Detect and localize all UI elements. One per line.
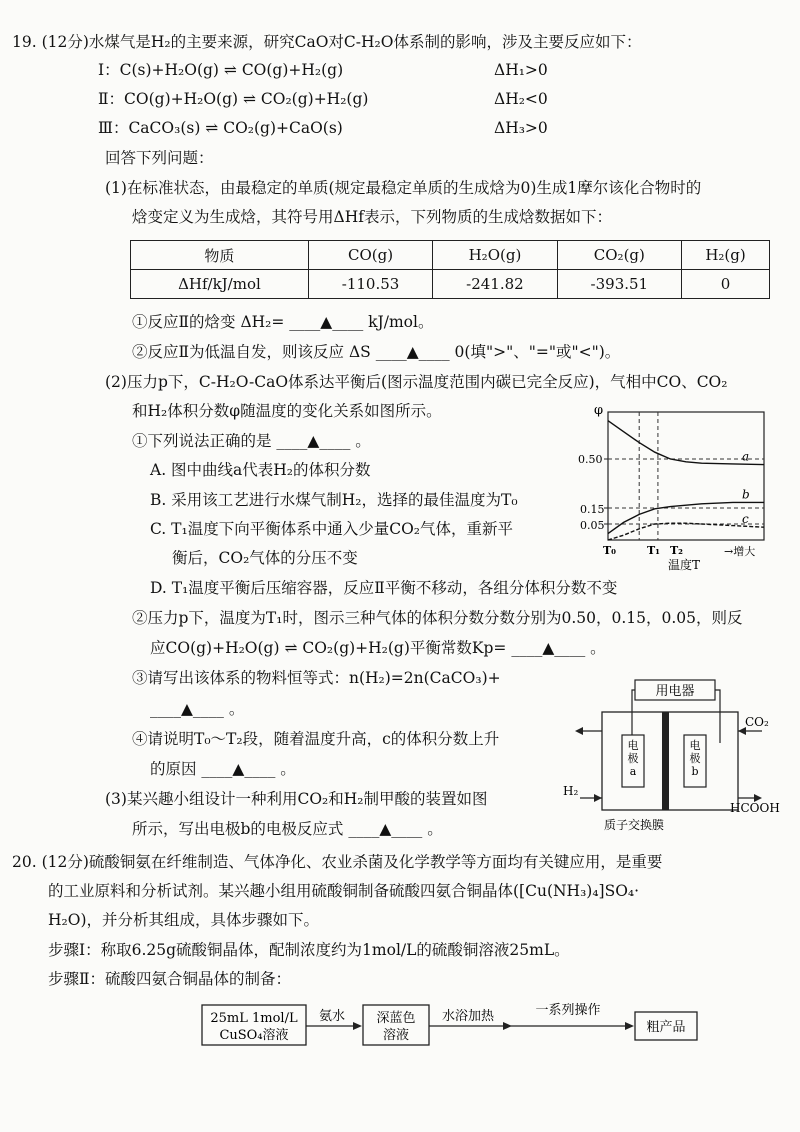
table-cell: -241.82 [433,270,557,299]
chart-ylabel: φ [594,403,604,418]
hcooh-label: HCOOH [730,801,780,815]
part2-question3-line1: ③请写出该体系的物料恒等式：n(H₂)=2n(CaCO₃)+ [132,669,501,687]
part2-question2-line1: ②压力p下，温度为T₁时，图示三种气体的体积分数分数分别为0.50，0.15，0.05，则反 [132,609,743,627]
flow-box3-label: 粗产品 [646,1020,686,1035]
h2-label: H₂ [563,784,579,798]
load-label: 用电器 [655,684,695,699]
chart-x-note: →增大 [724,545,756,558]
series-b-label: b [742,487,750,502]
x-tick-label: T₀ [603,544,617,557]
part1-question2: ②反应Ⅱ为低温自发，则该反应 ΔS ____▲____ 0(填">"、"="或"<")。 [132,343,621,361]
x-tick-label: T₁ [647,544,661,557]
flow-arrow2-label: 水浴加热 [441,1009,495,1024]
flow-box2-line2: 溶液 [382,1028,410,1043]
electrode-b-label: 电极 b [689,739,701,778]
table-cell: 物质 [131,241,309,270]
membrane-label: 质子交换膜 [604,818,665,832]
series-c-label: c [742,512,749,527]
y-tick-label: 0.05 [580,519,605,532]
part1-line2: 焓变定义为生成焓，其符号用ΔHf表示，下列物质的生成焓数据如下： [132,208,612,226]
part2-line2: 和H₂体积分数φ随温度的变化关系如图所示。 [132,402,442,420]
arrow-head [503,1022,512,1030]
series-a-label: a [742,449,750,464]
chart-xlabel: 温度T [668,558,701,572]
part3-line2: 所示，写出电极b的电极反应式 ____▲____ 。 [132,820,443,838]
part2-question4-line2: 的原因 ____▲____ 。 [150,760,296,778]
y-tick-label: 0.50 [578,453,603,466]
part1-line1: (1)在标准状态，由最稳定的单质(规定最稳定单质的生成焓为0)生成1摩尔该化合物时的 [105,179,702,197]
electrode-a-label: 电极 a [627,739,639,778]
q20-line2: 的工业原料和分析试剂。某兴趣小组用硫酸铜制备硫酸四氨合铜晶体([Cu(NH₃)₄]SO₄· [48,882,640,900]
reaction-3: Ⅲ：CaCO₃(s) ⇌ CO₂(g)+CaO(s) [98,119,343,137]
part3-line1: (3)某兴趣小组设计一种利用CO₂和H₂制甲酸的装置如图 [105,790,488,808]
reaction-3-enthalpy: ΔH₃>0 [494,119,548,137]
table-cell: CO(g) [308,241,432,270]
table-cell: ΔHf/kJ/mol [131,270,309,299]
y-tick-label: 0.15 [580,503,605,516]
option-d: D. T₁温度平衡后压缩容器，反应Ⅱ平衡不移动，各组分体积分数不变 [150,579,618,597]
part2-question1: ①下列说法正确的是 ____▲____ 。 [132,432,371,450]
part2-question4-line1: ④请说明T₀～T₂段，随着温度升高，c的体积分数上升 [132,730,500,748]
x-tick-label: T₂ [670,544,684,557]
table-cell: CO₂(g) [557,241,681,270]
flow-arrow3-label: 一系列操作 [535,1003,601,1018]
reaction-2-enthalpy: ΔH₂<0 [494,90,548,108]
table-cell: -393.51 [557,270,681,299]
part2-question3-line2: ____▲____ 。 [150,700,245,718]
part1-question1: ①反应Ⅱ的焓变 ΔH₂= ____▲____ kJ/mol。 [132,313,434,331]
q19-heading: 19. (12分)水煤气是H₂的主要来源，研究CaO对C-H₂O体系制的影响，涉及主要反应如下： [12,33,642,51]
table-cell: 0 [682,270,770,299]
option-a: A. 图中曲线a代表H₂的体积分数 [150,461,371,479]
step1: 步骤Ⅰ：称取6.25g硫酸铜晶体，配制浓度约为1mol/L的硫酸铜溶液25mL。 [48,941,570,959]
arrow-head [625,1022,634,1030]
reaction-2: Ⅱ：CO(g)+H₂O(g) ⇌ CO₂(g)+H₂(g) [98,90,369,108]
reaction-1-enthalpy: ΔH₁>0 [494,61,548,79]
option-c-line1: C. T₁温度下向平衡体系中通入少量CO₂气体，重新平 [150,520,513,538]
table-cell: -110.53 [308,270,432,299]
flow-box1-line2: CuSO₄溶液 [219,1028,289,1043]
part2-question2-line2: 应CO(g)+H₂O(g) ⇌ CO₂(g)+H₂(g)平衡常数Kp= ____▲____ 。 [150,639,606,657]
arrow-head [353,1022,362,1030]
flow-box1-line1: 25mL 1mol/L [210,1011,298,1026]
q20-line1: 20. (12分)硫酸铜氨在纤维制造、气体净化、农业杀菌及化学教学等方面均有关键应用，是重要 [12,853,663,871]
q20-line3: H₂O)，并分析其组成，具体步骤如下。 [48,911,319,929]
option-c-line2: 衡后，CO₂气体的分压不变 [172,549,358,567]
reaction-1: Ⅰ：C(s)+H₂O(g) ⇌ CO(g)+H₂(g) [98,61,344,79]
option-b: B. 采用该工艺进行水煤气制H₂，选择的最佳温度为T₀ [150,491,518,509]
step2: 步骤Ⅱ：硫酸四氨合铜晶体的制备： [48,970,292,988]
table-cell: H₂O(g) [433,241,557,270]
part2-line1: (2)压力p下，C-H₂O-CaO体系达平衡后(图示温度范围内碳已完全反应)，气相中CO、CO₂ [105,373,728,391]
flow-arrow1-label: 氨水 [318,1009,346,1024]
answer-prompt: 回答下列问题： [105,149,214,167]
flow-box2-line1: 深蓝色 [376,1011,416,1026]
table-cell: H₂(g) [682,241,770,270]
co2-label: CO₂ [745,715,769,729]
